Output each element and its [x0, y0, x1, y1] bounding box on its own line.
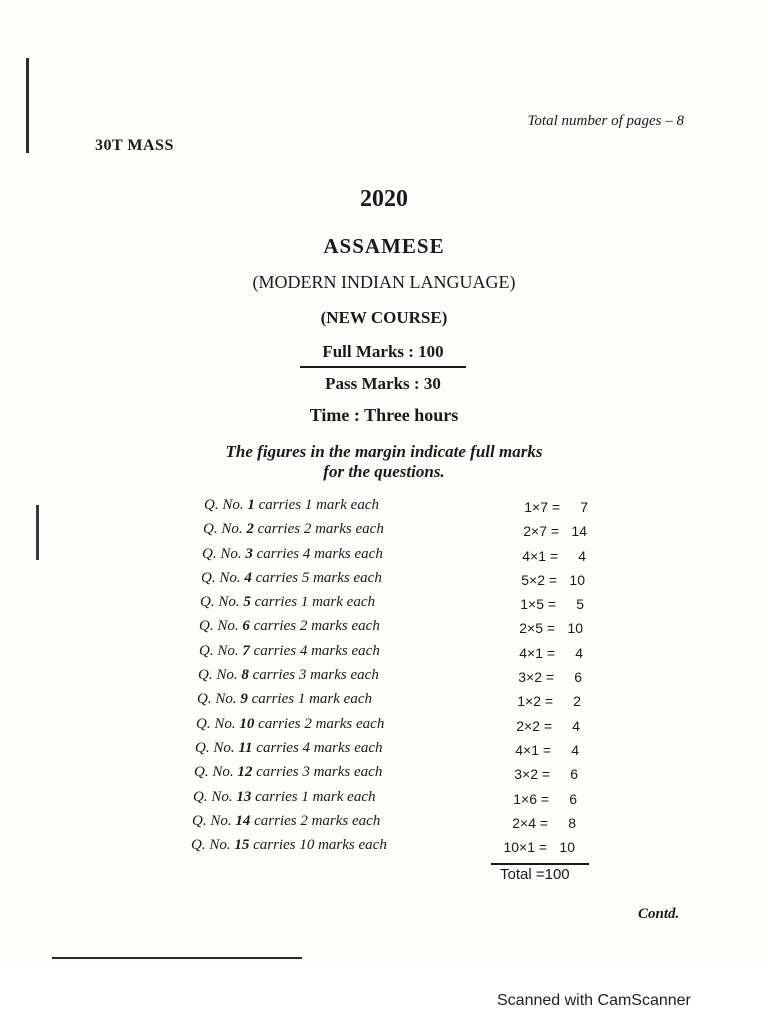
table-row	[183, 568, 591, 592]
table-row	[186, 495, 591, 519]
pass-marks: Pass Marks : 30	[325, 374, 441, 393]
marks-calculation: 1×6 = 6	[513, 790, 577, 807]
continued-label: Contd.	[638, 906, 680, 922]
question-marks-text: Q. No. 6 carries 2 marks each	[199, 618, 380, 635]
question-marks-text: Q. No. 10 carries 2 marks each	[196, 715, 385, 732]
question-marks-text: Q. No. 7 carries 4 marks each	[199, 642, 380, 659]
instruction	[0, 442, 768, 482]
question-marks-text: Q. No. 2 carries 2 marks each	[203, 521, 384, 538]
marks-calculation: 2×5 = 10	[519, 620, 583, 637]
marks-calculation: 4×1 = 4	[515, 741, 579, 758]
marks-calculation: 5×2 = 10	[521, 571, 585, 588]
paper-code: 30T MASS	[95, 137, 174, 154]
marks-distribution-table	[186, 495, 591, 859]
marks-calculation: 1×7 = 7	[524, 499, 588, 515]
total-rule	[491, 863, 589, 865]
marks-calculation: 2×7 = 14	[523, 523, 587, 540]
instruction-line: for the questions.	[323, 462, 445, 481]
table-row	[175, 787, 591, 811]
question-marks-text: Q. No. 11 carries 4 marks each	[195, 739, 383, 756]
marks-calculation: 4×1 = 4	[522, 547, 586, 564]
full-marks: Full Marks : 100	[300, 342, 466, 368]
question-marks-text: Q. No. 15 carries 10 marks each	[191, 837, 387, 854]
marks-block	[300, 342, 466, 394]
table-row	[181, 616, 591, 640]
marks-calculation: 10×1 = 10	[503, 839, 575, 856]
marks-calculation: 1×2 = 2	[517, 693, 581, 710]
marks-calculation: 4×1 = 4	[519, 644, 583, 661]
question-marks-text: Q. No. 8 carries 3 marks each	[198, 667, 379, 684]
course-label: (NEW COURSE)	[320, 308, 448, 327]
total-marks: Total =100	[500, 866, 570, 883]
question-marks-text: Q. No. 13 carries 1 mark each	[193, 788, 376, 805]
scan-edge-mark	[52, 957, 302, 959]
table-row	[173, 835, 591, 859]
table-row	[182, 592, 591, 616]
question-marks-text: Q. No. 1 carries 1 mark each	[204, 497, 379, 513]
exam-year: 2020	[360, 186, 408, 212]
question-marks-text: Q. No. 5 carries 1 mark each	[200, 594, 375, 611]
table-row	[184, 544, 591, 568]
exam-time: Time : Three hours	[309, 405, 459, 425]
scan-edge-mark	[26, 58, 29, 153]
marks-calculation: 2×4 = 8	[512, 814, 576, 831]
table-row	[178, 714, 591, 738]
table-row	[181, 641, 591, 665]
question-marks-text: Q. No. 3 carries 4 marks each	[202, 545, 383, 562]
question-marks-text: Q. No. 14 carries 2 marks each	[192, 812, 381, 829]
marks-calculation: 2×2 = 4	[516, 717, 580, 734]
question-marks-text: Q. No. 9 carries 1 mark each	[197, 691, 372, 708]
table-row	[176, 762, 591, 786]
table-row	[174, 811, 591, 835]
table-row	[180, 665, 591, 689]
marks-calculation: 3×2 = 6	[518, 669, 582, 686]
scanner-watermark: Scanned with CamScanner	[497, 992, 691, 1009]
subject-title: ASSAMESE	[323, 234, 445, 258]
instruction-line: The figures in the margin indicate full marks	[225, 442, 543, 461]
question-marks-text: Q. No. 4 carries 5 marks each	[201, 569, 382, 586]
scan-edge-mark	[36, 505, 39, 560]
marks-calculation: 3×2 = 6	[514, 766, 578, 783]
table-row	[179, 689, 591, 713]
subject-subtitle: (MODERN INDIAN LANGUAGE)	[252, 272, 516, 292]
table-row	[185, 519, 591, 543]
table-row	[177, 738, 591, 762]
question-marks-text: Q. No. 12 carries 3 marks each	[194, 764, 383, 781]
total-pages-note: Total number of pages – 8	[527, 113, 684, 129]
marks-calculation: 1×5 = 5	[520, 596, 584, 613]
